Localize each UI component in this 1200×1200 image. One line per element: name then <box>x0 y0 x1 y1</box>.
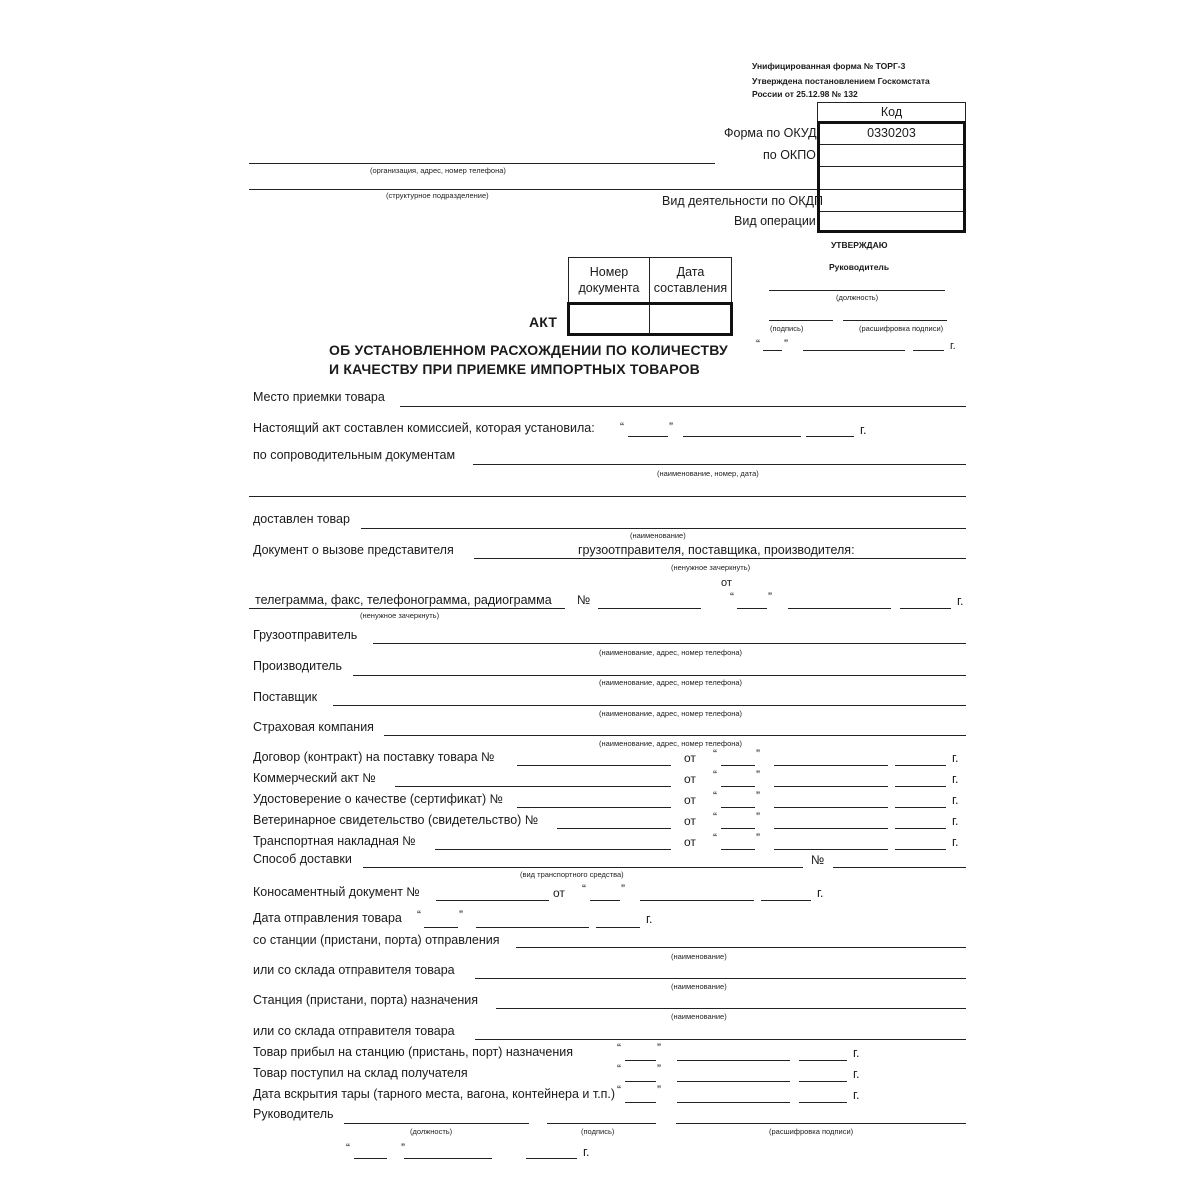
contract-year-field[interactable] <box>895 765 946 766</box>
arrived-warehouse-month-field[interactable] <box>677 1081 790 1082</box>
waybill-label: Транспортная накладная № <box>253 834 416 848</box>
okdp-code-field[interactable] <box>822 193 960 209</box>
from-warehouse-field[interactable] <box>475 978 966 979</box>
place-label: Место приемки товара <box>253 390 385 404</box>
bill-of-lading-number-field[interactable] <box>436 900 549 901</box>
arrived-warehouse-year-suffix: г. <box>853 1067 860 1081</box>
telegram-caption: (ненужное зачеркнуть) <box>360 611 440 620</box>
bill-of-lading-year-suffix: г. <box>817 886 824 900</box>
commission-year-field[interactable] <box>806 436 854 437</box>
contract-day-field[interactable] <box>721 765 755 766</box>
head-decode-field[interactable] <box>676 1123 966 1124</box>
insurer-field[interactable] <box>384 735 966 736</box>
vet-cert-quote-close: ” <box>756 810 760 824</box>
from-warehouse-label: или со склада отправителя товара <box>253 963 455 977</box>
commercial-act-day-field[interactable] <box>721 786 755 787</box>
doc-date-header: Дата составления <box>653 265 728 295</box>
delivered-field[interactable] <box>361 528 966 529</box>
final-date-month-field[interactable] <box>404 1158 492 1159</box>
producer-caption: (наименование, адрес, номер телефона) <box>599 678 743 687</box>
call-doc-value: грузоотправителя, поставщика, производителя: <box>578 543 855 557</box>
call-doc-caption: (ненужное зачеркнуть) <box>671 563 751 572</box>
shipper-label: Грузоотправитель <box>253 628 358 642</box>
dest-station-caption: (наименование) <box>671 1012 727 1021</box>
telegram-underline <box>249 608 565 609</box>
bill-of-lading-quote-close: ” <box>621 882 625 896</box>
approve-day-field[interactable] <box>763 350 782 351</box>
telegram-from-label: от <box>721 577 732 589</box>
bill-of-lading-month-field[interactable] <box>640 900 754 901</box>
container-open-year-field[interactable] <box>799 1102 847 1103</box>
vet-cert-month-field[interactable] <box>774 828 888 829</box>
approve-year-suffix: г. <box>950 340 956 352</box>
commission-day-field[interactable] <box>628 436 668 437</box>
quality-cert-day-field[interactable] <box>721 807 755 808</box>
ship-date-day-field[interactable] <box>424 927 458 928</box>
okud-label: Форма по ОКУД <box>724 126 817 140</box>
contract-quote-close: ” <box>756 747 760 761</box>
approve-position-caption: (должность) <box>836 293 879 302</box>
place-field[interactable] <box>400 406 966 407</box>
commercial-act-year-field[interactable] <box>895 786 946 787</box>
ship-date-year-field[interactable] <box>596 927 640 928</box>
contract-from-label: от <box>684 751 696 765</box>
final-date-quote-open: “ <box>346 1141 350 1155</box>
ship-date-label: Дата отправления товара <box>253 911 402 925</box>
contract-label: Договор (контракт) на поставку товара № <box>253 750 495 764</box>
telegram-number-field[interactable] <box>598 608 701 609</box>
commission-quote-open: “ <box>620 420 624 434</box>
okdp-label: Вид деятельности по ОКДП <box>662 194 823 208</box>
arrived-station-year-field[interactable] <box>799 1060 847 1061</box>
bill-of-lading-label: Коносаментный документ № <box>253 885 420 899</box>
supplier-label: Поставщик <box>253 690 318 704</box>
commercial-act-from-label: от <box>684 772 696 786</box>
supplier-field[interactable] <box>333 705 966 706</box>
accompanying-label: по сопроводительным документам <box>253 448 456 462</box>
call-doc-label: Документ о вызове представителя <box>253 543 454 557</box>
arrived-station-month-field[interactable] <box>677 1060 790 1061</box>
okpo-label: по ОКПО <box>763 148 816 162</box>
organization-caption: (организация, адрес, номер телефона) <box>370 166 506 175</box>
doc-date-field[interactable] <box>652 306 728 332</box>
vet-cert-number-field[interactable] <box>557 828 671 829</box>
arrived-warehouse-label: Товар поступил на склад получателя <box>253 1066 468 1080</box>
container-open-quote-open: “ <box>617 1083 621 1097</box>
head-signature-caption: (подпись) <box>581 1127 615 1136</box>
final-date-day-field[interactable] <box>354 1158 387 1159</box>
operation-type-label: Вид операции <box>734 214 816 228</box>
contract-year-suffix: г. <box>952 751 959 765</box>
dest-station-label: Станция (пристани, порта) назначения <box>253 993 479 1007</box>
ship-date-quote-close: ” <box>459 908 463 922</box>
act-title-line2: И КАЧЕСТВУ ПРИ ПРИЕМКЕ ИМПОРТНЫХ ТОВАРОВ <box>329 361 700 377</box>
commission-month-field[interactable] <box>683 436 801 437</box>
arrived-station-quote-open: “ <box>617 1041 621 1055</box>
accompanying-caption: (наименование, номер, дата) <box>657 469 759 478</box>
telegram-quote-open: “ <box>730 590 734 604</box>
arrived-warehouse-year-field[interactable] <box>799 1081 847 1082</box>
commercial-act-year-suffix: г. <box>952 772 959 786</box>
approve-month-field[interactable] <box>803 350 905 351</box>
insurer-label: Страховая компания <box>253 720 374 734</box>
form-approval-date-line: России от 25.12.98 № 132 <box>752 89 858 99</box>
container-open-quote-close: ” <box>657 1083 661 1097</box>
head-label: Руководитель <box>253 1107 334 1121</box>
shipper-caption: (наименование, адрес, номер телефона) <box>599 648 743 657</box>
bill-of-lading-day-field[interactable] <box>590 900 620 901</box>
okud-code-value[interactable]: 0330203 <box>867 126 916 140</box>
approve-position-field[interactable] <box>769 290 945 291</box>
doc-number-field[interactable] <box>571 306 646 332</box>
approve-title: УТВЕРЖДАЮ <box>831 240 888 250</box>
insurer-caption: (наименование, адрес, номер телефона) <box>599 739 743 748</box>
bill-of-lading-quote-open: “ <box>582 882 586 896</box>
approve-signature-field[interactable] <box>769 320 833 321</box>
approve-quote-close: ” <box>784 337 788 351</box>
commercial-act-quote-open: “ <box>713 768 717 782</box>
final-date-year-field[interactable] <box>526 1158 577 1159</box>
commercial-act-month-field[interactable] <box>774 786 888 787</box>
organization-field[interactable] <box>249 163 715 164</box>
telegram-number-sign: № <box>577 593 591 607</box>
from-station-label: со станции (пристани, порта) отправления <box>253 933 500 947</box>
from-warehouse-caption: (наименование) <box>671 982 727 991</box>
contract-quote-open: “ <box>713 747 717 761</box>
commission-quote-close: ” <box>669 420 673 434</box>
doc-number-header: Номер документа <box>578 265 640 295</box>
quality-cert-month-field[interactable] <box>774 807 888 808</box>
arrived-station-year-suffix: г. <box>853 1046 860 1060</box>
delivery-method-label: Способ доставки <box>253 852 352 866</box>
head-decode-caption: (расшифровка подписи) <box>769 1127 854 1136</box>
supplier-caption: (наименование, адрес, номер телефона) <box>599 709 743 718</box>
approve-signature-caption: (подпись) <box>770 324 804 333</box>
container-open-day-field[interactable] <box>625 1102 656 1103</box>
from-warehouse2-label: или со склада отправителя товара <box>253 1024 455 1038</box>
waybill-number-field[interactable] <box>435 849 671 850</box>
from-station-caption: (наименование) <box>671 952 727 961</box>
dest-station-field[interactable] <box>496 1008 966 1009</box>
waybill-day-field[interactable] <box>721 849 755 850</box>
quality-cert-quote-open: “ <box>713 789 717 803</box>
okpo-code-field[interactable] <box>822 148 960 164</box>
container-open-label: Дата вскрытия тары (тарного места, вагона, контейнера и т.п.) <box>253 1087 616 1101</box>
arrived-station-quote-close: ” <box>657 1041 661 1055</box>
from-station-field[interactable] <box>516 947 966 948</box>
arrived-station-day-field[interactable] <box>625 1060 656 1061</box>
vet-cert-label: Ветеринарное свидетельство (свидетельство) № <box>253 813 539 827</box>
form-approval-line: Утверждена постановлением Госкомстата <box>752 76 930 86</box>
head-position-caption: (должность) <box>410 1127 453 1136</box>
vet-cert-from-label: от <box>684 814 696 828</box>
form-type-line: Унифицированная форма № ТОРГ-3 <box>752 61 906 71</box>
act-title-line1: ОБ УСТАНОВЛЕННОМ РАСХОЖДЕНИИ ПО КОЛИЧЕСТВУ <box>329 342 728 358</box>
bill-of-lading-year-field[interactable] <box>761 900 811 901</box>
vet-cert-quote-open: “ <box>713 810 717 824</box>
head-position-field[interactable] <box>344 1123 529 1124</box>
waybill-year-field[interactable] <box>895 849 946 850</box>
telegram-day-field[interactable] <box>737 608 767 609</box>
bill-of-lading-from-label: от <box>553 886 565 900</box>
quality-cert-from-label: от <box>684 793 696 807</box>
waybill-from-label: от <box>684 835 696 849</box>
act-label: АКТ <box>529 314 558 330</box>
quality-cert-label: Удостоверение о качестве (сертификат) № <box>253 792 504 806</box>
commission-label: Настоящий акт составлен комиссией, которая установила: <box>253 421 595 435</box>
arrived-warehouse-quote-close: ” <box>657 1062 661 1076</box>
code-header: Код <box>817 102 966 122</box>
quality-cert-number-field[interactable] <box>517 807 671 808</box>
producer-field[interactable] <box>353 675 966 676</box>
commercial-act-label: Коммерческий акт № <box>253 771 376 785</box>
from-warehouse2-field[interactable] <box>475 1039 966 1040</box>
final-date-quote-close: ” <box>401 1141 405 1155</box>
vet-cert-year-suffix: г. <box>952 814 959 828</box>
telegram-year-field[interactable] <box>900 608 951 609</box>
contract-number-field[interactable] <box>517 765 671 766</box>
container-open-month-field[interactable] <box>677 1102 790 1103</box>
approve-decode-caption: (расшифровка подписи) <box>859 324 944 333</box>
subdivision-caption: (структурное подразделение) <box>386 191 489 200</box>
container-open-year-suffix: г. <box>853 1088 860 1102</box>
commission-year-suffix: г. <box>860 423 867 437</box>
arrived-station-label: Товар прибыл на станцию (пристань, порт) назначения <box>253 1045 574 1059</box>
telegram-quote-close: ” <box>768 590 772 604</box>
vet-cert-year-field[interactable] <box>895 828 946 829</box>
telegram-label: телеграмма, факс, телефонограмма, радиограмма <box>255 593 552 607</box>
final-date-year-suffix: г. <box>583 1145 590 1159</box>
delivery-number-sign: № <box>811 853 825 867</box>
telegram-month-field[interactable] <box>788 608 891 609</box>
approve-decode-field[interactable] <box>843 320 947 321</box>
delivery-number-field[interactable] <box>833 867 966 868</box>
waybill-quote-open: “ <box>713 831 717 845</box>
waybill-year-suffix: г. <box>952 835 959 849</box>
call-doc-field[interactable] <box>474 558 966 559</box>
ship-date-month-field[interactable] <box>476 927 589 928</box>
quality-cert-quote-close: ” <box>756 789 760 803</box>
accompanying-field[interactable] <box>473 464 966 465</box>
operation-code-field[interactable] <box>822 214 960 230</box>
ship-date-quote-open: “ <box>417 908 421 922</box>
delivered-caption: (наименование) <box>630 531 686 540</box>
arrived-warehouse-quote-open: “ <box>617 1062 621 1076</box>
delivery-method-field[interactable] <box>363 867 803 868</box>
shipper-field[interactable] <box>373 643 966 644</box>
vet-cert-day-field[interactable] <box>721 828 755 829</box>
accompanying-field-2[interactable] <box>249 496 966 497</box>
subdivision-field[interactable] <box>249 189 817 190</box>
producer-label: Производитель <box>253 659 342 673</box>
waybill-month-field[interactable] <box>774 849 888 850</box>
approve-year-field[interactable] <box>913 350 944 351</box>
delivery-method-caption: (вид транспортного средства) <box>520 870 624 879</box>
approve-role: Руководитель <box>829 262 890 272</box>
commercial-act-quote-close: ” <box>756 768 760 782</box>
quality-cert-year-field[interactable] <box>895 807 946 808</box>
ship-date-year-suffix: г. <box>646 912 653 926</box>
commercial-act-number-field[interactable] <box>395 786 671 787</box>
quality-cert-year-suffix: г. <box>952 793 959 807</box>
contract-month-field[interactable] <box>774 765 888 766</box>
head-signature-field[interactable] <box>547 1123 656 1124</box>
arrived-warehouse-day-field[interactable] <box>625 1081 656 1082</box>
waybill-quote-close: ” <box>756 831 760 845</box>
delivered-label: доставлен товар <box>253 512 350 526</box>
telegram-year-suffix: г. <box>957 594 964 608</box>
approve-quote-open: “ <box>756 337 760 351</box>
